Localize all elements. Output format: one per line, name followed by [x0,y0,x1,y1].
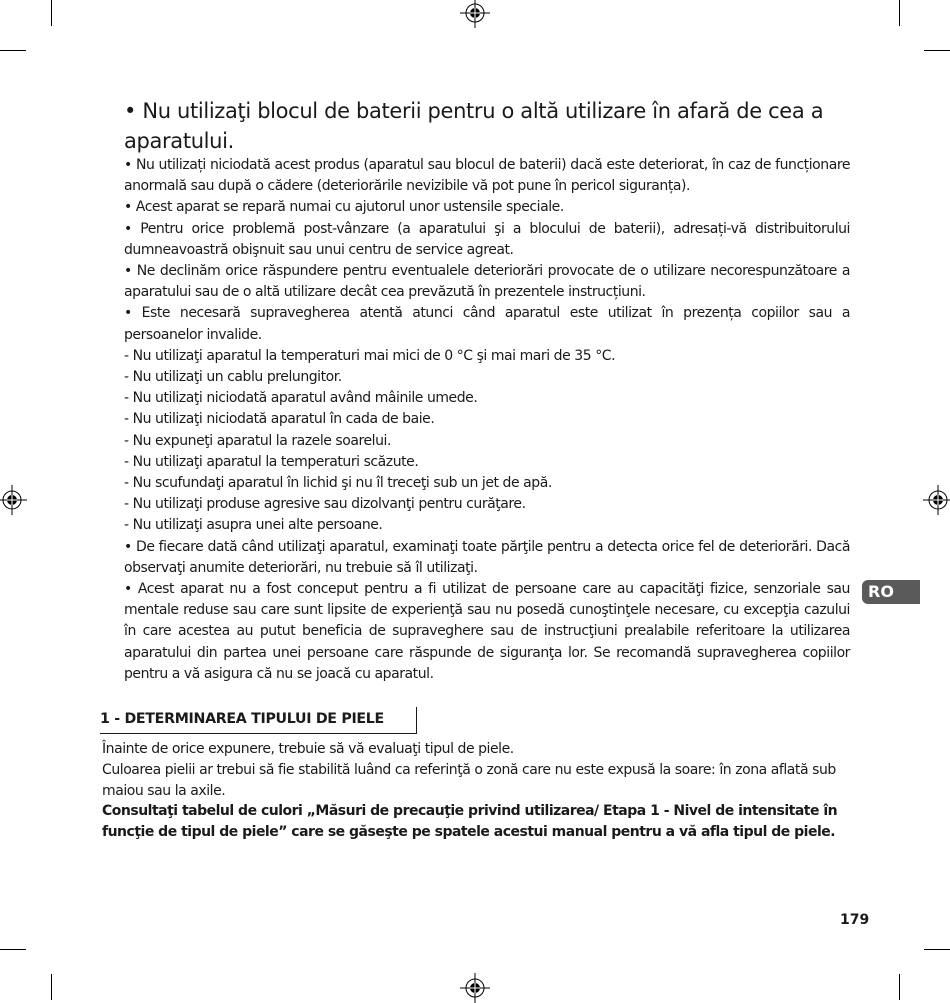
section-title [100,705,416,734]
registration-mark-icon [923,485,950,515]
registration-mark-icon [0,485,27,515]
instruction-paragraph: - Nu utilizaţi un cablu prelungitor. [124,369,342,386]
instruction-paragraph: • Acest aparat nu a fost conceput pentru a fi utilizat de persoane care au capacităţi fizice, senzoriale sau mentale reduse sau care sunt lipsite de experienţă sau nu posedă cunoştinţele necesare, cu excepţia cazului în care acestea au putut beneficia de supraveghere sau de instrucţiuni prealabile referitoare la utilizarea aparatului din partea unei persoane care răspunde de siguranţa lor. Se recomandă supravegherea copiilor pentru a vă asigura că nu se joacă cu aparatul. [124,581,850,682]
instruction-paragraph: - Nu utilizaţi produse agresive sau dizolvanţi pentru curăţare. [124,496,526,513]
instruction-paragraph: - Nu utilizaţi aparatul la temperaturi mai mici de 0 °C şi mai mari de 35 °C. [124,347,616,364]
instruction-paragraph: - Nu expuneţi aparatul la razele soarelui. [124,432,391,449]
language-tab: RO [862,580,920,604]
page-number: 179 [840,912,870,928]
crop-mark [0,50,26,51]
instruction-paragraph: - Nu utilizaţi niciodată aparatul având mâinile umede. [124,390,478,407]
section-note: Consultaţi tabelul de culori „Măsuri de precauţie privind utilizarea/ Etapa 1 - Nivel de intensitate în funcţie de tipul de piele” care se găseşte pe spatele acestui manual pentru a vă afla tipul de piele. [102,803,838,841]
instruction-paragraph: - Nu utilizaţi aparatul la temperaturi scăzute. [124,453,419,470]
section-title-text: 1 - DETERMINAREA TIPULUI DE PIELE [100,711,384,727]
instruction-paragraph: • De fiecare dată când utilizaţi aparatul, examinaţi toate părţile pentru a detecta orice fel de deteriorări. Dacă observaţi anumite deteriorări, nu trebuie să îl utilizaţi. [124,538,850,576]
warning-heading: • Nu utilizaţi blocul de baterii pentru o altă utilizare în afară de cea a aparatului. [124,99,824,153]
crop-mark [924,949,950,950]
instruction-paragraph: • Acest aparat se repară numai cu ajutorul unor ustensile speciale. [124,199,564,216]
section-detail: Culoarea pielii ar trebui să fie stabilită luând ca referinţă o zonă care nu este expusă la soare: în zona aflată sub maiou sau la axile. [102,761,836,799]
instruction-paragraph: • Pentru orice problemă post-vânzare (a aparatului şi a blocului de baterii), adresați-vă distribuitorului dumneavoastră obişnuit sau unui centru de service agreat. [124,220,850,258]
instruction-paragraph: • Este necesară supravegherea atentă atunci când aparatul este utilizat în prezența copiilor sau a persoanelor invalide. [124,305,850,343]
instruction-paragraph: - Nu scufundaţi aparatul în lichid şi nu îl treceţi sub un jet de apă. [124,475,552,492]
instruction-paragraph: - Nu utilizaţi niciodată aparatul în cada de baie. [124,411,435,428]
crop-mark [51,974,52,1000]
instruction-paragraph: • Ne declinăm orice răspundere pentru eventualele deteriorări provocate de o utilizare necorespunzătoare a aparatului sau de o altă utilizare decât cea prevăzută în prezentele instrucțiuni. [124,263,850,301]
instruction-paragraph: • Nu utilizați niciodată acest produs (aparatul sau blocul de baterii) dacă este deteriorat, în caz de funcționare anormală sau după o cădere (deteriorările nevizibile vă pot pune în pericol siguranța). [124,157,850,195]
registration-mark-icon [460,973,490,1003]
section-divider [416,707,417,734]
crop-mark [51,0,52,26]
skin-type-section [102,739,850,843]
crop-mark [899,0,900,26]
safety-instructions [124,155,850,685]
registration-mark-icon [460,0,490,28]
crop-mark [899,974,900,1000]
crop-mark [0,949,26,950]
instruction-paragraph: - Nu utilizaţi asupra unei alte persoane. [124,517,383,534]
section-intro: Înainte de orice expunere, trebuie să vă evaluaţi tipul de piele. [102,741,514,757]
crop-mark [924,50,950,51]
